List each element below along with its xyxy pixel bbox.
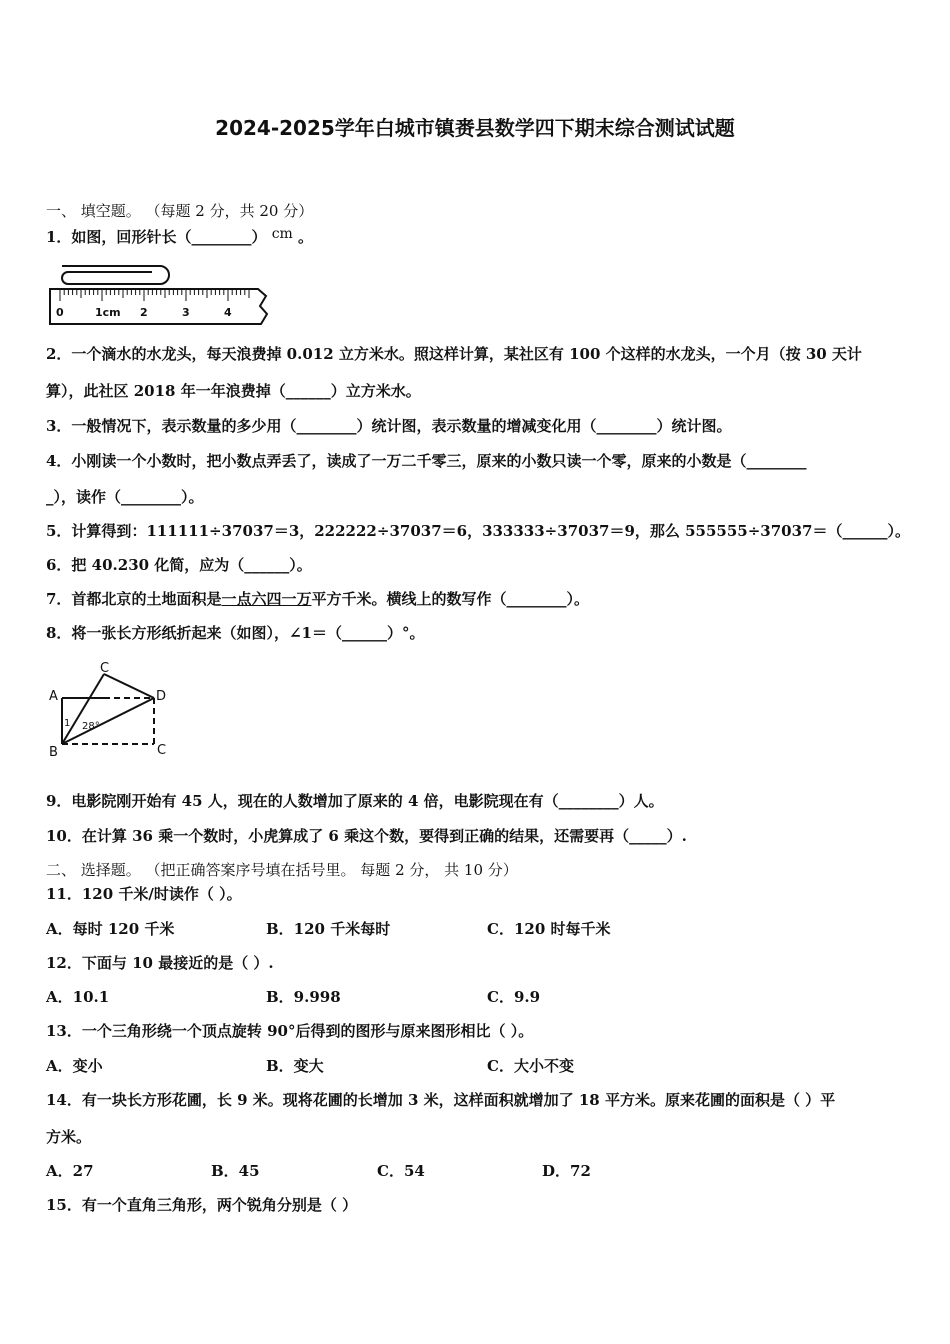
fold-label-b: B (49, 745, 58, 760)
fold-label-c-bottom: C (157, 743, 167, 758)
fold-label-a: A (49, 689, 58, 704)
question-14-line-2: 方米。 (46, 1128, 92, 1146)
question-1-end: 。 (298, 228, 314, 246)
question-7-pre: 7．首都北京的土地面积是 (46, 590, 222, 608)
question-15: 15．有一个直角三角形，两个锐角分别是（ ） (46, 1196, 358, 1214)
ruler-label-3: 3 (182, 306, 190, 319)
paperclip-ruler-figure (48, 262, 273, 328)
folded-rectangle-figure (46, 660, 176, 760)
question-7-underlined-number: 一点六四一万 (221, 590, 312, 608)
question-11-stem: 11．120 千米/时读作（ ）。 (46, 885, 242, 903)
question-8: 8．将一张长方形纸折起来（如图），∠1＝（______）°。 (46, 624, 425, 642)
section-2-heading: 二、 选择题。 （把正确答案序号填在括号里。 每题 2 分， 共 10 分） (46, 861, 518, 879)
ruler-label-2: 2 (140, 306, 148, 319)
ruler-ticks (60, 289, 249, 301)
question-1-unit: cm (271, 226, 293, 242)
question-1 (46, 227, 313, 248)
fold-label-d: D (156, 689, 167, 704)
question-13-stem: 13．一个三角形绕一个顶点旋转 90°后得到的图形与原来图形相比（ ）。 (46, 1022, 534, 1040)
question-2-line-1: 2．一个滴水的水龙头，每天浪费掉 0.012 立方米水。照这样计算，某社区有 100 个这样的水龙头，一个月（按 30 天计 (46, 345, 862, 363)
section-1-heading: 一、 填空题。 （每题 2 分，共 20 分） (46, 202, 314, 220)
question-11-option-c: C．120 时每千米 (487, 920, 611, 938)
page-title: 2024-2025学年白城市镇赉县数学四下期末综合测试试题 (215, 116, 735, 140)
question-1-text: 1．如图，回形针长（________） (46, 228, 267, 246)
question-14-option-b: B．45 (211, 1162, 260, 1180)
fold-angle-1-label: 1 (64, 718, 71, 729)
question-13-option-b: B．变大 (266, 1057, 324, 1075)
question-4-line-2: _），读作（________）。 (46, 488, 204, 506)
question-5: 5．计算得到：111111÷37037＝3，222222÷37037＝6，333333÷37037＝9，那么 555555÷37037＝（______）。 (46, 522, 910, 540)
fold-label-c-top: C (100, 661, 110, 676)
question-3: 3．一般情况下，表示数量的多少用（________）统计图，表示数量的增减变化用（________）统计图。 (46, 417, 732, 435)
ruler-label-4: 4 (224, 306, 232, 319)
ruler-label-1cm: 1cm (95, 306, 121, 319)
question-4-line-1: 4．小刚读一个小数时，把小数点弄丢了，读成了一万二千零三，原来的小数只读一个零，原来的小数是（________ (46, 452, 807, 470)
paperclip-icon (62, 266, 169, 284)
question-2-line-2: 算），此社区 2018 年一年浪费掉（______）立方米水。 (46, 382, 421, 400)
question-12-option-c: C．9.9 (487, 988, 541, 1006)
question-14-line-1: 14．有一块长方形花圃，长 9 米。现将花圃的长增加 3 米，这样面积就增加了 18 平方米。原来花圃的面积是（ ）平 (46, 1091, 836, 1109)
question-11-option-a: A．每时 120 千米 (46, 920, 175, 938)
question-14-option-d: D．72 (542, 1162, 591, 1180)
question-13-option-c: C．大小不变 (487, 1057, 574, 1075)
question-13-option-a: A．变小 (46, 1057, 103, 1075)
fold-angle-28-label: 28° (82, 721, 100, 732)
question-7-post: 平方千米。横线上的数写作（________）。 (311, 590, 589, 608)
question-12-option-b: B．9.998 (266, 988, 341, 1006)
question-14-option-c: C．54 (377, 1162, 425, 1180)
question-6: 6．把 40.230 化简，应为（______）。 (46, 556, 312, 574)
question-10: 10．在计算 36 乘一个数时，小虎算成了 6 乘这个数，要得到正确的结果，还需要再（_____）. (46, 827, 687, 845)
question-14-option-a: A．27 (46, 1162, 94, 1180)
question-11-option-b: B．120 千米每时 (266, 920, 391, 938)
ruler-label-0: 0 (56, 306, 64, 319)
question-12-stem: 12．下面与 10 最接近的是（ ）. (46, 954, 274, 972)
question-7 (46, 589, 589, 609)
ruler-body (50, 289, 267, 324)
question-9: 9．电影院刚开始有 45 人，现在的人数增加了原来的 4 倍，电影院现在有（________）人。 (46, 792, 664, 810)
question-12-option-a: A．10.1 (46, 988, 110, 1006)
